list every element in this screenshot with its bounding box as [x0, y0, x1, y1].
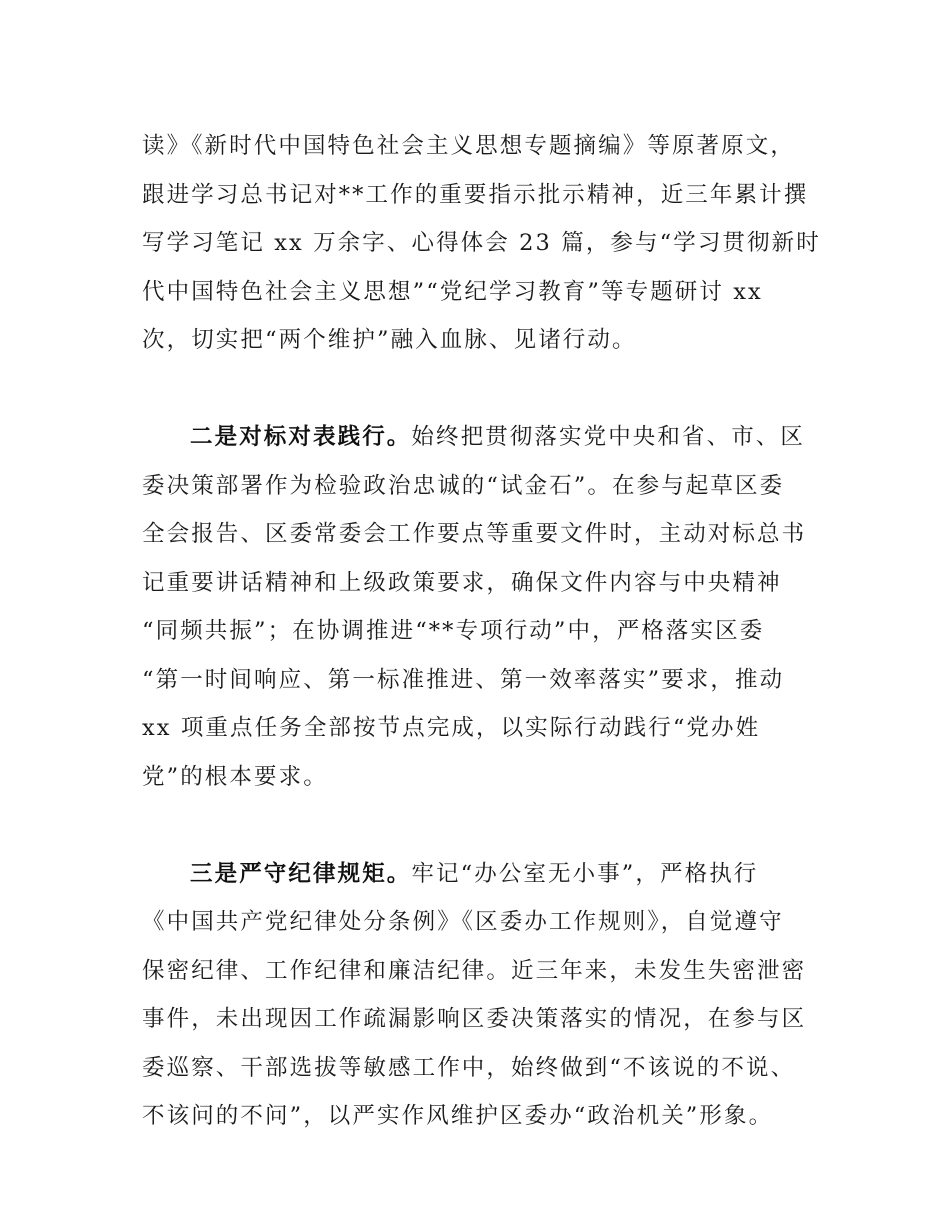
text-line: 委决策部署作为检验政治忠诚的“试金石”。在参与起草区委	[142, 472, 785, 499]
text-line: 写学习笔记 xx 万余字、心得体会 23 篇，参与“学习贯彻新时	[142, 230, 821, 256]
text-line: 《中国共产党纪律处分条例》《区委办工作规则》，自觉遵守	[142, 909, 784, 935]
text-line: 代中国特色社会主义思想”“党纪学习教育”等专题研讨 xx	[142, 278, 763, 305]
document-body	[142, 122, 821, 1141]
text-line: xx 项重点任务全部按节点完成，以实际行动践行“党办姓	[142, 715, 761, 741]
text-line: 事件，未出现因工作疏漏影响区委决策落实的情况，在参与区	[142, 1006, 807, 1032]
paragraph-lead-heading: 三是严守纪律规矩。	[190, 860, 412, 887]
paragraph-benchmark-practice	[142, 413, 814, 801]
text-line: “同频共振”；在协调推进“**专项行动”中，严格落实区委	[142, 618, 765, 644]
text-line: 记重要讲话精神和上级政策要求，确保文件内容与中央精神	[142, 569, 782, 596]
text-line: “第一时间响应、第一标准推进、第一效率落实”要求，推动	[142, 666, 785, 693]
paragraph-lead-heading: 二是对标对表践行。	[190, 424, 412, 450]
paragraph-spacer	[142, 801, 814, 850]
text-line-rest: 牢记“办公室无小事”，严格执行	[411, 860, 759, 887]
text-line: 跟进学习总书记对**工作的重要指示批示精神，近三年累计撰	[142, 181, 809, 208]
text-line-first	[142, 413, 814, 462]
paragraph-political-study	[142, 122, 821, 365]
paragraph-spacer	[142, 365, 814, 414]
text-line: 委巡察、干部选拔等敏感工作中，始终做到“不该说的不说、	[142, 1054, 796, 1081]
text-line: 不该问的不问”，以严实作风维护区委办“政治机关”形象。	[142, 1103, 774, 1129]
paragraph-discipline-rules	[142, 850, 814, 1141]
text-line-rest: 始终把贯彻落实党中央和省、市、区	[411, 424, 806, 450]
text-line: 党”的根本要求。	[142, 763, 328, 790]
text-line: 保密纪律、工作纪律和廉洁纪律。近三年来，未发生失密泄密	[142, 957, 807, 984]
text-line: 全会报告、区委常委会工作要点等重要文件时，主动对标总书	[142, 521, 807, 547]
text-line-first	[142, 850, 814, 899]
text-line: 读》《新时代中国特色社会主义思想专题摘编》等原著原文，	[142, 133, 795, 159]
text-line: 次，切实把“两个维护”融入血脉、见诸行动。	[142, 327, 637, 353]
